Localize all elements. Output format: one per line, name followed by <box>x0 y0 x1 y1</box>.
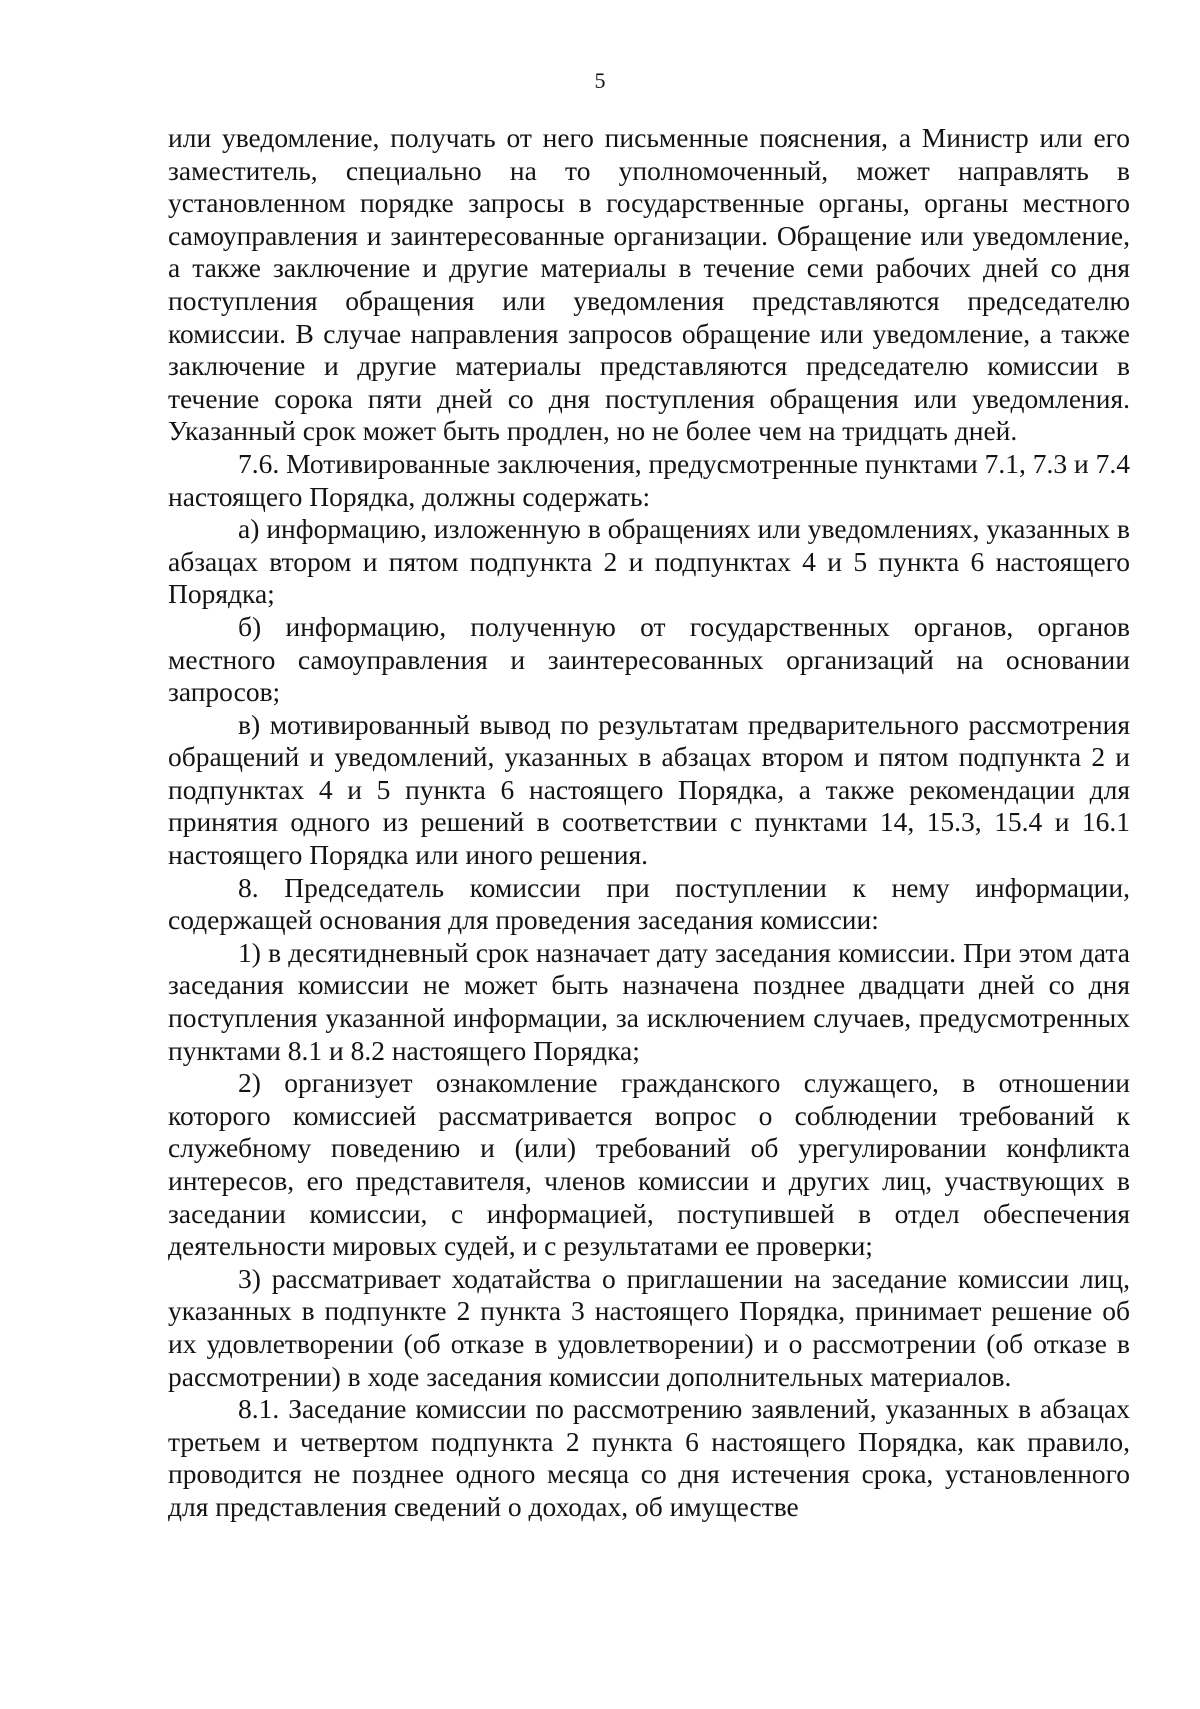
paragraph-continuation: или уведомление, получать от него письменные пояснения, а Министр или его заместитель, специально на то уполномоченный, может направлять в установленном порядке запросы в государственные органы, органы местного самоуправления и заинтересованные организации. Обращение или уведомление, а также заключение и другие материалы в течение семи рабочих дней со дня поступления обращения или уведомления представляются председателю комиссии. В случае направления запросов обращение или уведомление, а также заключение и другие материалы представляются председателю комиссии в течение сорока пяти дней со дня поступления обращения или уведомления. Указанный срок может быть продлен, но не более чем на тридцать дней. <box>168 122 1130 447</box>
paragraph-8-2-item: 2) организует ознакомление гражданского служащего, в отношении которого комиссией рассматривается вопрос о соблюдении требований к служебному поведению и (или) требований об урегулировании конфликта интересов, его представителя, членов комиссии и других лиц, участвующих в заседании комиссии, с информацией, поступившей в отдел обеспечения деятельности мировых судей, и с результатами ее проверки; <box>168 1067 1130 1262</box>
paragraph-8: 8. Председатель комиссии при поступлении к нему информации, содержащей основания для проведения заседания комиссии: <box>168 871 1130 936</box>
paragraph-7-6-a: а) информацию, изложенную в обращениях или уведомлениях, указанных в абзацах втором и пятом подпункта 2 и подпунктах 4 и 5 пункта 6 настоящего Порядка; <box>168 513 1130 610</box>
page-number: 5 <box>594 68 606 93</box>
document-body <box>168 122 1130 1524</box>
paragraph-8-3-item: 3) рассматривает ходатайства о приглашении на заседание комиссии лиц, указанных в подпункте 2 пункта 3 настоящего Порядка, принимает решение об их удовлетворении (об отказе в удовлетворении) и о рассмотрении (об отказе в рассмотрении) в ходе заседания комиссии дополнительных материалов. <box>168 1262 1130 1392</box>
paragraph-8-1: 8.1. Заседание комиссии по рассмотрению заявлений, указанных в абзацах третьем и четвертом подпункта 2 пункта 6 настоящего Порядка, как правило, проводится не позднее одного месяца со дня истечения срока, установленного для представления сведений о доходах, об имуществе <box>168 1393 1130 1522</box>
paragraph-7-6-v: в) мотивированный вывод по результатам предварительного рассмотрения обращений и уведомлений, указанных в абзацах втором и пятом подпункта 2 и подпунктах 4 и 5 пункта 6 настоящего Порядка, а также рекомендации для принятия одного из решений в соответствии с пунктами 14, 15.3, 15.4 и 16.1 настоящего Порядка или иного решения. <box>168 708 1130 871</box>
paragraph-7-6: 7.6. Мотивированные заключения, предусмотренные пунктами 7.1, 7.3 и 7.4 настоящего Порядка, должны содержать: <box>168 447 1130 512</box>
paragraph-7-6-b: б) информацию, полученную от государственных органов, органов местного самоуправления и заинтересованных организаций на основании запросов; <box>168 610 1130 708</box>
paragraph-8-1-item: 1) в десятидневный срок назначает дату заседания комиссии. При этом дата заседания комиссии не может быть назначена позднее двадцати дней со дня поступления указанной информации, за исключением случаев, предусмотренных пунктами 8.1 и 8.2 настоящего Порядка; <box>168 936 1130 1066</box>
